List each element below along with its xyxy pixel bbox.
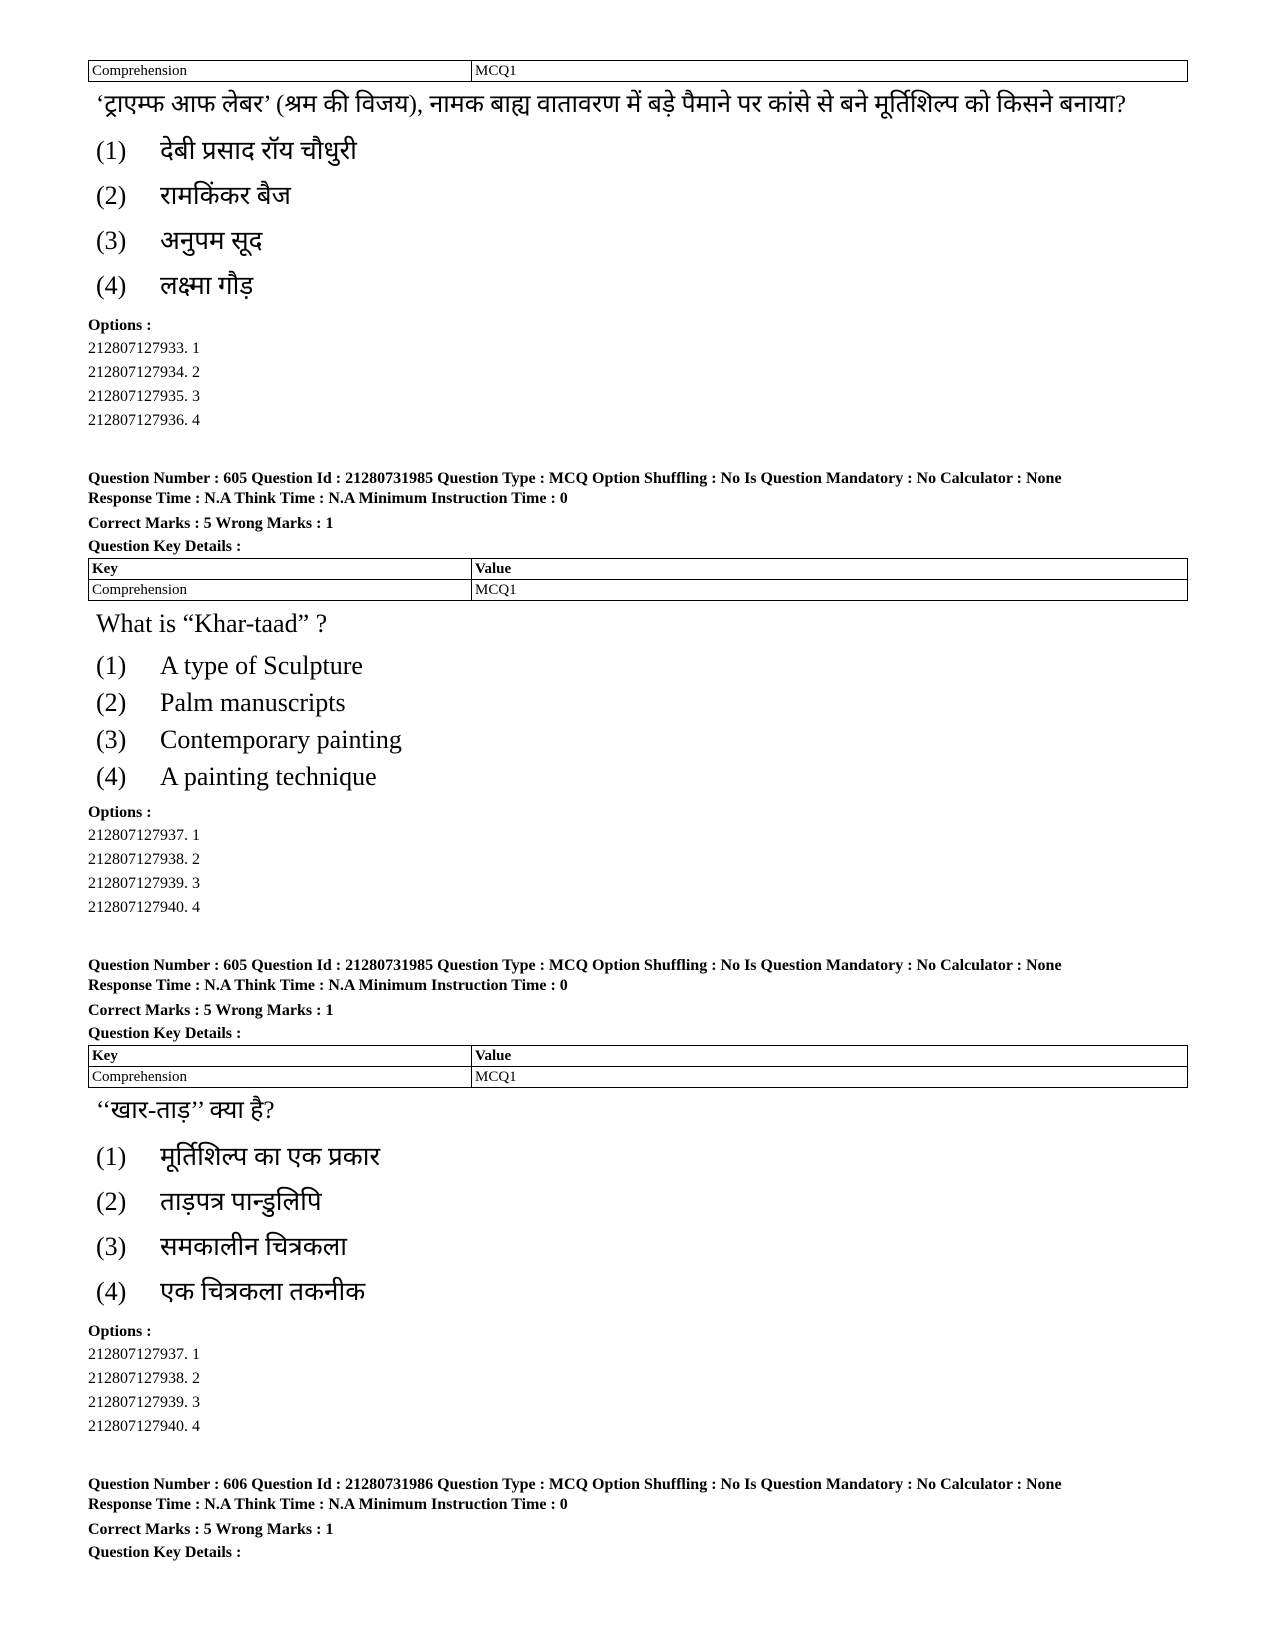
question-text: ‘‘खार-ताड़’’ क्या है? xyxy=(96,1097,275,1124)
table-row xyxy=(89,580,1188,601)
choice-text: देबी प्रसाद रॉय चौधुरी xyxy=(160,136,357,165)
value-header: Value xyxy=(472,1046,1188,1067)
table-row xyxy=(89,1067,1188,1088)
choice-1 xyxy=(96,647,1188,684)
table-header-row xyxy=(89,1046,1188,1067)
option-id: 212807127934. 2 xyxy=(88,364,200,381)
choice-3 xyxy=(96,1224,1188,1269)
choice-2 xyxy=(96,1179,1188,1224)
choice-4 xyxy=(96,1269,1188,1314)
options-label: Options : xyxy=(88,804,152,821)
choice-number: (2) xyxy=(96,688,127,717)
choice-text: ताड़पत्र पान्डुलिपि xyxy=(160,1187,322,1216)
choice-3 xyxy=(96,218,1188,263)
marks-meta: Correct Marks : 5 Wrong Marks : 1 xyxy=(88,515,334,532)
choice-text: अनुपम सूद xyxy=(160,226,263,255)
document-page xyxy=(88,60,1188,1564)
question-text: ‘ट्राएम्फ आफ लेबर’ (श्रम की विजय), नामक बाह्य वातावरण में बड़े पैमाने पर कांसे से बने मूर्तिशिल्प को किसने बनाया? xyxy=(96,91,1126,118)
option-id: 212807127935. 3 xyxy=(88,388,200,405)
key-details-label: Question Key Details : xyxy=(88,1544,242,1561)
option-id: 212807127933. 1 xyxy=(88,340,200,357)
key-cell: Comprehension xyxy=(89,580,472,601)
choice-text: लक्ष्मा गौड़ xyxy=(160,271,254,300)
choice-text: मूर्तिशिल्प का एक प्रकार xyxy=(160,1142,381,1171)
option-id: 212807127936. 4 xyxy=(88,412,200,429)
response-time-meta: Response Time : N.A Think Time : N.A Minimum Instruction Time : 0 xyxy=(88,977,568,994)
choice-text: A painting technique xyxy=(160,762,377,791)
choice-number: (3) xyxy=(96,725,127,754)
choice-4 xyxy=(96,263,1188,308)
choice-number: (1) xyxy=(96,136,127,165)
choice-number: (4) xyxy=(96,762,127,791)
value-cell: MCQ1 xyxy=(472,580,1188,601)
option-id: 212807127938. 2 xyxy=(88,851,200,868)
value-cell: MCQ1 xyxy=(472,61,1188,82)
question-block-2 xyxy=(88,469,1188,920)
question-block-3 xyxy=(88,956,1188,1439)
choice-number: (1) xyxy=(96,651,127,680)
choice-text: Contemporary painting xyxy=(160,725,402,754)
options-label: Options : xyxy=(88,1323,152,1340)
choice-1 xyxy=(96,128,1188,173)
choice-text: Palm manuscripts xyxy=(160,688,346,717)
question-text: What is “Khar-taad” ? xyxy=(96,609,328,638)
table-row xyxy=(89,61,1188,82)
key-cell: Comprehension xyxy=(89,1067,472,1088)
choice-number: (1) xyxy=(96,1142,127,1171)
choice-4 xyxy=(96,758,1188,795)
response-time-meta: Response Time : N.A Think Time : N.A Minimum Instruction Time : 0 xyxy=(88,1496,568,1513)
choice-2 xyxy=(96,173,1188,218)
question-meta: Question Number : 605 Question Id : 21280731985 Question Type : MCQ Option Shuffling : No Is Question Mandatory : No Calculator : None xyxy=(88,957,1062,974)
key-details-label: Question Key Details : xyxy=(88,1025,242,1042)
option-id: 212807127938. 2 xyxy=(88,1370,200,1387)
option-id: 212807127939. 3 xyxy=(88,875,200,892)
marks-meta: Correct Marks : 5 Wrong Marks : 1 xyxy=(88,1002,334,1019)
option-id: 212807127937. 1 xyxy=(88,827,200,844)
question-block-4 xyxy=(88,1475,1188,1564)
key-details-label: Question Key Details : xyxy=(88,538,242,555)
table-header-row xyxy=(89,559,1188,580)
choice-number: (2) xyxy=(96,181,127,210)
choice-text: समकालीन चित्रकला xyxy=(160,1232,348,1261)
key-details-table xyxy=(88,1045,1188,1088)
choice-text: रामकिंकर बैज xyxy=(160,181,291,210)
key-header: Key xyxy=(89,1046,472,1067)
question-block-1 xyxy=(88,60,1188,433)
choice-number: (3) xyxy=(96,1232,127,1261)
choice-number: (2) xyxy=(96,1187,127,1216)
choice-number: (4) xyxy=(96,1277,127,1306)
choice-3 xyxy=(96,721,1188,758)
choice-1 xyxy=(96,1134,1188,1179)
key-cell: Comprehension xyxy=(89,61,472,82)
options-label: Options : xyxy=(88,317,152,334)
choice-2 xyxy=(96,684,1188,721)
choice-number: (4) xyxy=(96,271,127,300)
key-details-table xyxy=(88,60,1188,82)
choice-text: एक चित्रकला तकनीक xyxy=(160,1277,366,1306)
option-id: 212807127940. 4 xyxy=(88,899,200,916)
choice-text: A type of Sculpture xyxy=(160,651,363,680)
value-header: Value xyxy=(472,559,1188,580)
option-id: 212807127937. 1 xyxy=(88,1346,200,1363)
value-cell: MCQ1 xyxy=(472,1067,1188,1088)
key-header: Key xyxy=(89,559,472,580)
choice-number: (3) xyxy=(96,226,127,255)
response-time-meta: Response Time : N.A Think Time : N.A Minimum Instruction Time : 0 xyxy=(88,490,568,507)
key-details-table xyxy=(88,558,1188,601)
option-id: 212807127940. 4 xyxy=(88,1418,200,1435)
question-meta: Question Number : 606 Question Id : 21280731986 Question Type : MCQ Option Shuffling : No Is Question Mandatory : No Calculator : None xyxy=(88,1476,1062,1493)
option-id: 212807127939. 3 xyxy=(88,1394,200,1411)
marks-meta: Correct Marks : 5 Wrong Marks : 1 xyxy=(88,1521,334,1538)
question-meta: Question Number : 605 Question Id : 21280731985 Question Type : MCQ Option Shuffling : No Is Question Mandatory : No Calculator : None xyxy=(88,470,1062,487)
